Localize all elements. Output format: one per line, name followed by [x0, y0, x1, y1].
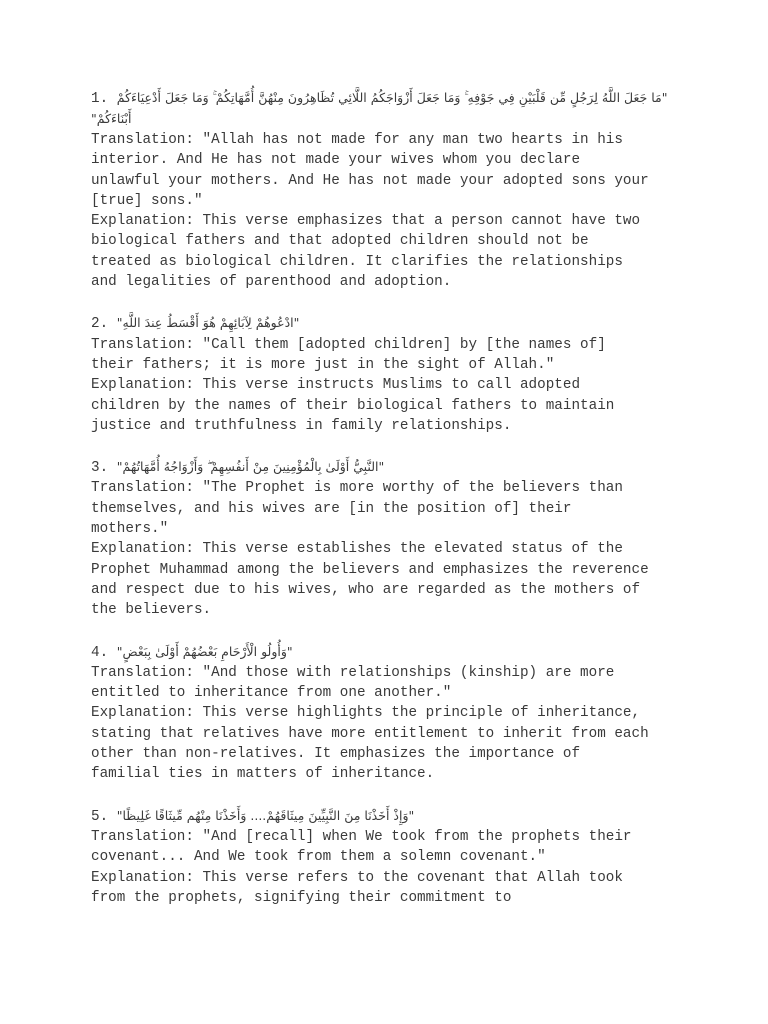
explanation-line: justice and truthfulness in family relationships.	[91, 417, 512, 434]
entry-number: 5.	[91, 808, 117, 825]
explanation-line: and respect due to his wives, who are regarded as the mothers of	[91, 581, 641, 598]
explanation-line: Prophet Muhammad among the believers and emphasizes the reverence	[91, 561, 649, 578]
translation-line: covenant... And We took from them a solemn covenant."	[91, 849, 546, 866]
verse-entry-2	[91, 313, 691, 436]
arabic-verse: "وَأُولُو الْأَرْحَامِ بَعْضُهُمْ أَوْلَىٰ بِبَعْضٍ"	[116, 643, 293, 659]
arabic-verse: "النَّبِيُّ أَوْلَىٰ بِالْمُؤْمِنِينَ مِنْ أَنفُسِهِمْ ۖ وَأَزْوَاجُهُ أُمَّهَاتُهُمْ"	[116, 459, 385, 475]
explanation-line: Explanation: This verse instructs Muslims to call adopted	[91, 377, 581, 394]
explanation-line: stating that relatives have more entitlement to inherit from each	[91, 725, 649, 742]
verse-entry-5	[91, 806, 691, 908]
explanation-line: other than non-relatives. It emphasizes the importance of	[91, 746, 581, 763]
verse-entry-1	[91, 88, 691, 292]
verse-line	[91, 806, 691, 827]
translation-line: their fathers; it is more just in the sight of Allah."	[91, 356, 555, 373]
document-body	[91, 88, 691, 929]
arabic-verse: "وَإِذْ أَخَذْنَا مِنَ النَّبِيِّينَ مِيثَاقَهُمْ.... وَأَخَذْنَا مِنْهُم مِّيثَاقًا غَلِيظًا"	[116, 807, 415, 823]
explanation-line: Explanation: This verse highlights the principle of inheritance,	[91, 705, 641, 722]
translation-line: [true] sons."	[91, 192, 203, 209]
translation-line: unlawful your mothers. And He has not made your adopted sons your	[91, 172, 649, 189]
translation-line: Translation: "The Prophet is more worthy of the believers than	[91, 480, 623, 497]
entry-number: 3.	[91, 460, 117, 477]
explanation-line: Explanation: This verse establishes the elevated status of the	[91, 541, 623, 558]
explanation-line: Explanation: This verse emphasizes that a person cannot have two	[91, 213, 641, 230]
explanation-line: and legalities of parenthood and adoption.	[91, 274, 452, 291]
verse-entry-4	[91, 642, 691, 785]
verse-entry-3	[91, 457, 691, 620]
explanation-line: Explanation: This verse refers to the covenant that Allah took	[91, 869, 623, 886]
entry-number: 1.	[91, 91, 117, 107]
entry-number: 4.	[91, 644, 117, 661]
explanation-line: treated as biological children. It clarifies the relationships	[91, 253, 623, 270]
arabic-verse: "مَا جَعَلَ اللَّهُ لِرَجُلٍ مِّن قَلْبَيْنِ فِي جَوْفِهِ ۚ وَمَا جَعَلَ أَزْوَاجَكُمُ اللَّائِي تُظَاهِرُونَ مِنْهُنَّ أُمَّهَاتِكُمْ ۚ وَمَا جَعَلَ أَدْعِيَاءَكُمْ أَبْنَاءَكُمْ"	[91, 90, 668, 126]
explanation-line: familial ties in matters of inheritance.	[91, 766, 435, 783]
explanation-line: from the prophets, signifying their commitment to	[91, 889, 512, 906]
verse-line	[91, 642, 691, 663]
translation-line: Translation: "Allah has not made for any man two hearts in his	[91, 132, 623, 148]
verse-line	[91, 88, 691, 130]
translation-line: Translation: "And those with relationships (kinship) are more	[91, 664, 615, 681]
translation-line: interior. And He has not made your wives whom you declare	[91, 152, 581, 169]
explanation-line: the believers.	[91, 602, 212, 619]
entry-number: 2.	[91, 316, 117, 333]
translation-line: entitled to inheritance from one another."	[91, 685, 452, 702]
translation-line: Translation: "Call them [adopted children] by [the names of]	[91, 336, 606, 353]
translation-line: Translation: "And [recall] when We took from the prophets their	[91, 828, 632, 845]
verse-line	[91, 313, 691, 334]
translation-line: themselves, and his wives are [in the position of] their	[91, 500, 572, 517]
arabic-verse: "ادْعُوهُمْ لِآبَائِهِمْ هُوَ أَقْسَطُ عِندَ اللَّهِ"	[116, 315, 300, 331]
explanation-line: children by the names of their biological fathers to maintain	[91, 397, 615, 414]
explanation-line: biological fathers and that adopted children should not be	[91, 233, 589, 250]
translation-line: mothers."	[91, 521, 169, 538]
verse-line	[91, 457, 691, 478]
